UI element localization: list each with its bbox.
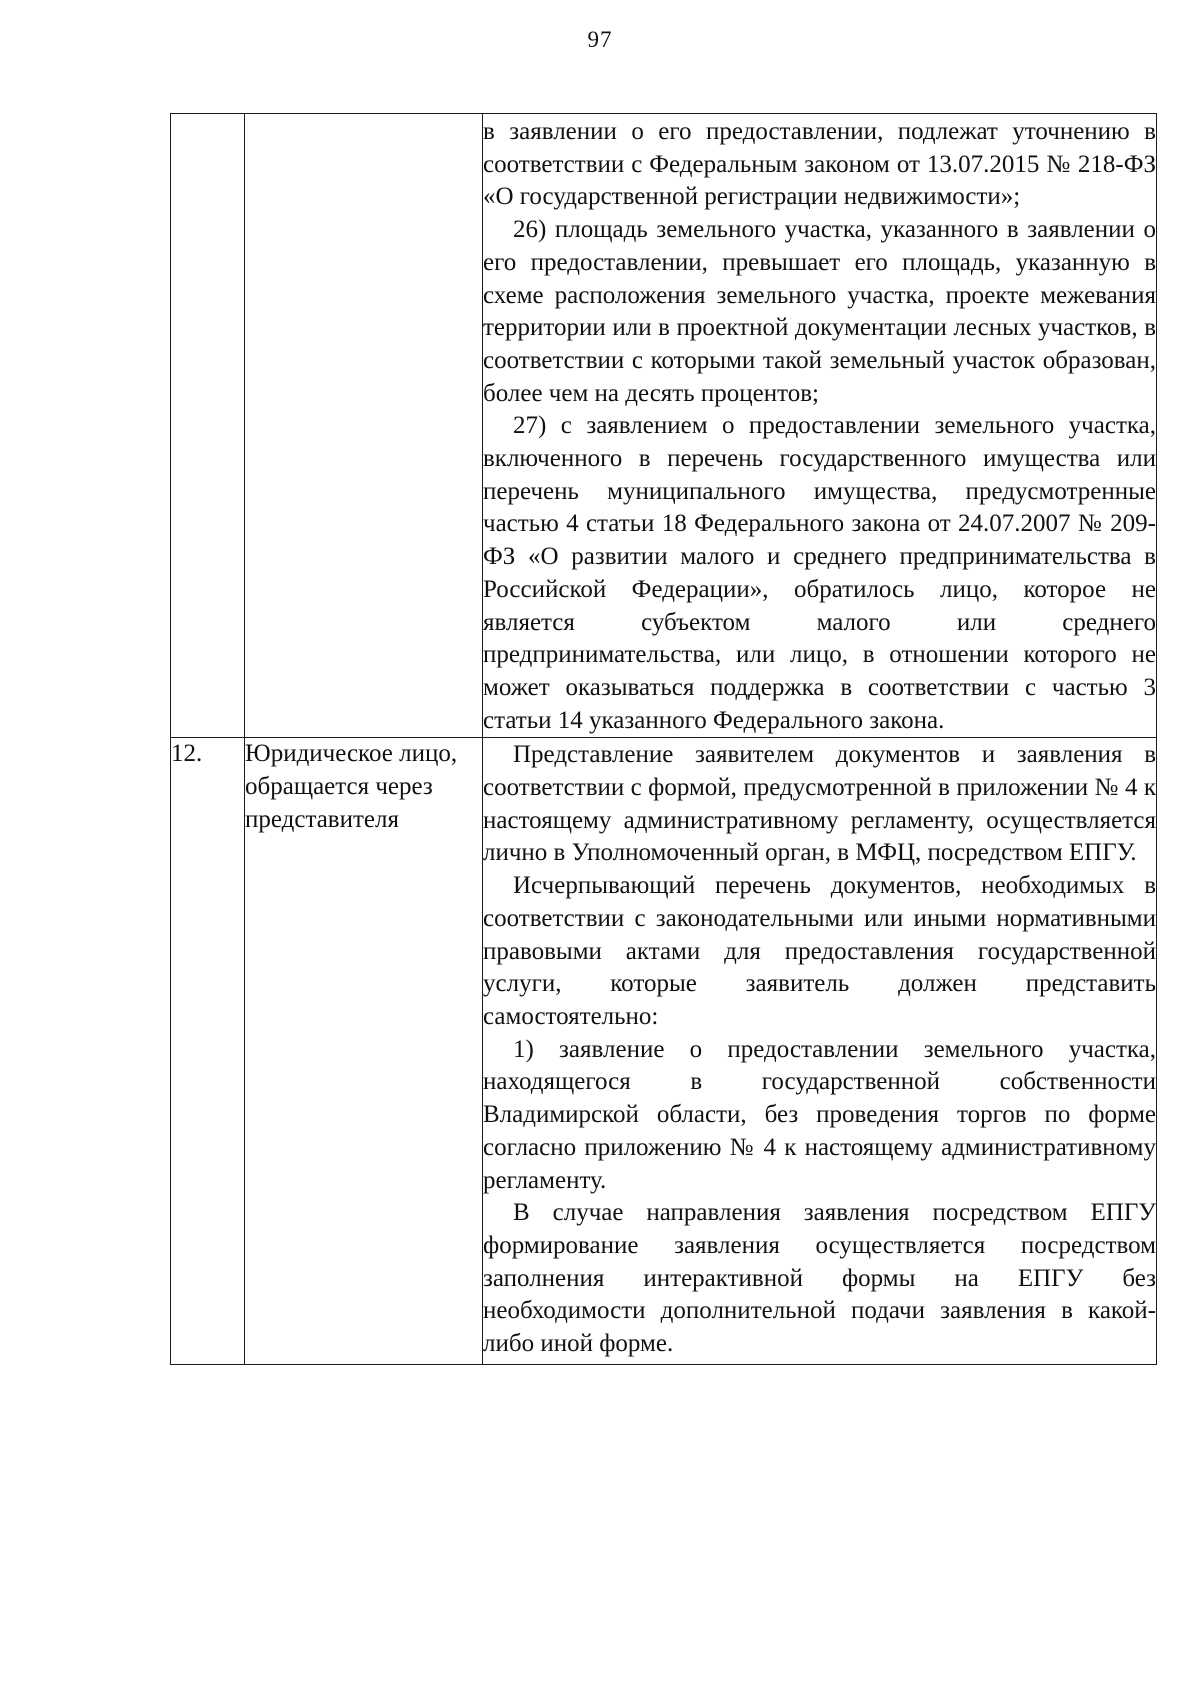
row-number-cell: 12. xyxy=(171,738,245,1364)
paragraph-documents-list: Исчерпывающий перечень документов, необходимых в соответствии с законодательными или иными нормативными правовыми актами для предоставления государственной услуги, которые заявитель должен представить самостоятельно: xyxy=(483,872,1156,1030)
page-number: 97 xyxy=(587,27,613,52)
applicant-category-cell: Юридическое лицо, обращается через представителя xyxy=(245,738,483,1364)
table-row xyxy=(171,114,1157,738)
paragraph-epgu: В случае направления заявления посредством ЕПГУ формирование заявления осуществляется посредством заполнения интерактивной формы на ЕПГУ без необходимости дополнительной подачи заявления в какой-либо иной форме. xyxy=(483,1199,1156,1358)
paragraph-item-1: 1) заявление о предоставлении земельного участка, находящегося в государственной собственности Владимирской области, без проведения торгов по форме согласно приложению № 4 к настоящему административному регламенту. xyxy=(483,1035,1156,1194)
description-cell xyxy=(483,738,1157,1364)
services-table xyxy=(170,113,1157,1365)
applicant-category-cell xyxy=(245,114,483,738)
paragraph-continuation: в заявлении о его предоставлении, подлежат уточнению в соответствии с Федеральным законом от 13.07.2015 № 218-ФЗ «О государственной регистрации недвижимости»; xyxy=(483,118,1156,211)
row-number-cell xyxy=(171,114,245,738)
paragraph-item-27: 27) с заявлением о предоставлении земельного участка, включенного в перечень государственного имущества или перечень муниципального имущества, предусмотренные частью 4 статьи 18 Федерального закона от 24.07.2007 № 209-ФЗ «О развитии малого и среднего предпринимательства в Российской Федерации», обратилось лицо, которое не является субъектом малого или среднего предпринимательства, или лицо, в отношении которого не может оказываться поддержка в соответствии с частью 3 статьи 14 указанного Федерального закона. xyxy=(483,412,1156,734)
description-cell xyxy=(483,114,1157,738)
paragraph-item-26: 26) площадь земельного участка, указанного в заявлении о его предоставлении, превышает его площадь, указанную в схеме расположения земельного участка, проекте межевания территории или в проектной документации лесных участков, в соответствии с которыми такой земельный участок образован, более чем на десять процентов; xyxy=(483,216,1156,407)
table-row xyxy=(171,738,1157,1364)
paragraph-submission: Представление заявителем документов и заявления в соответствии с формой, предусмотренной в приложении № 4 к настоящему административному регламенту, осуществляется лично в Уполномоченный орган, в МФЦ, посредством ЕПГУ. xyxy=(483,741,1156,867)
